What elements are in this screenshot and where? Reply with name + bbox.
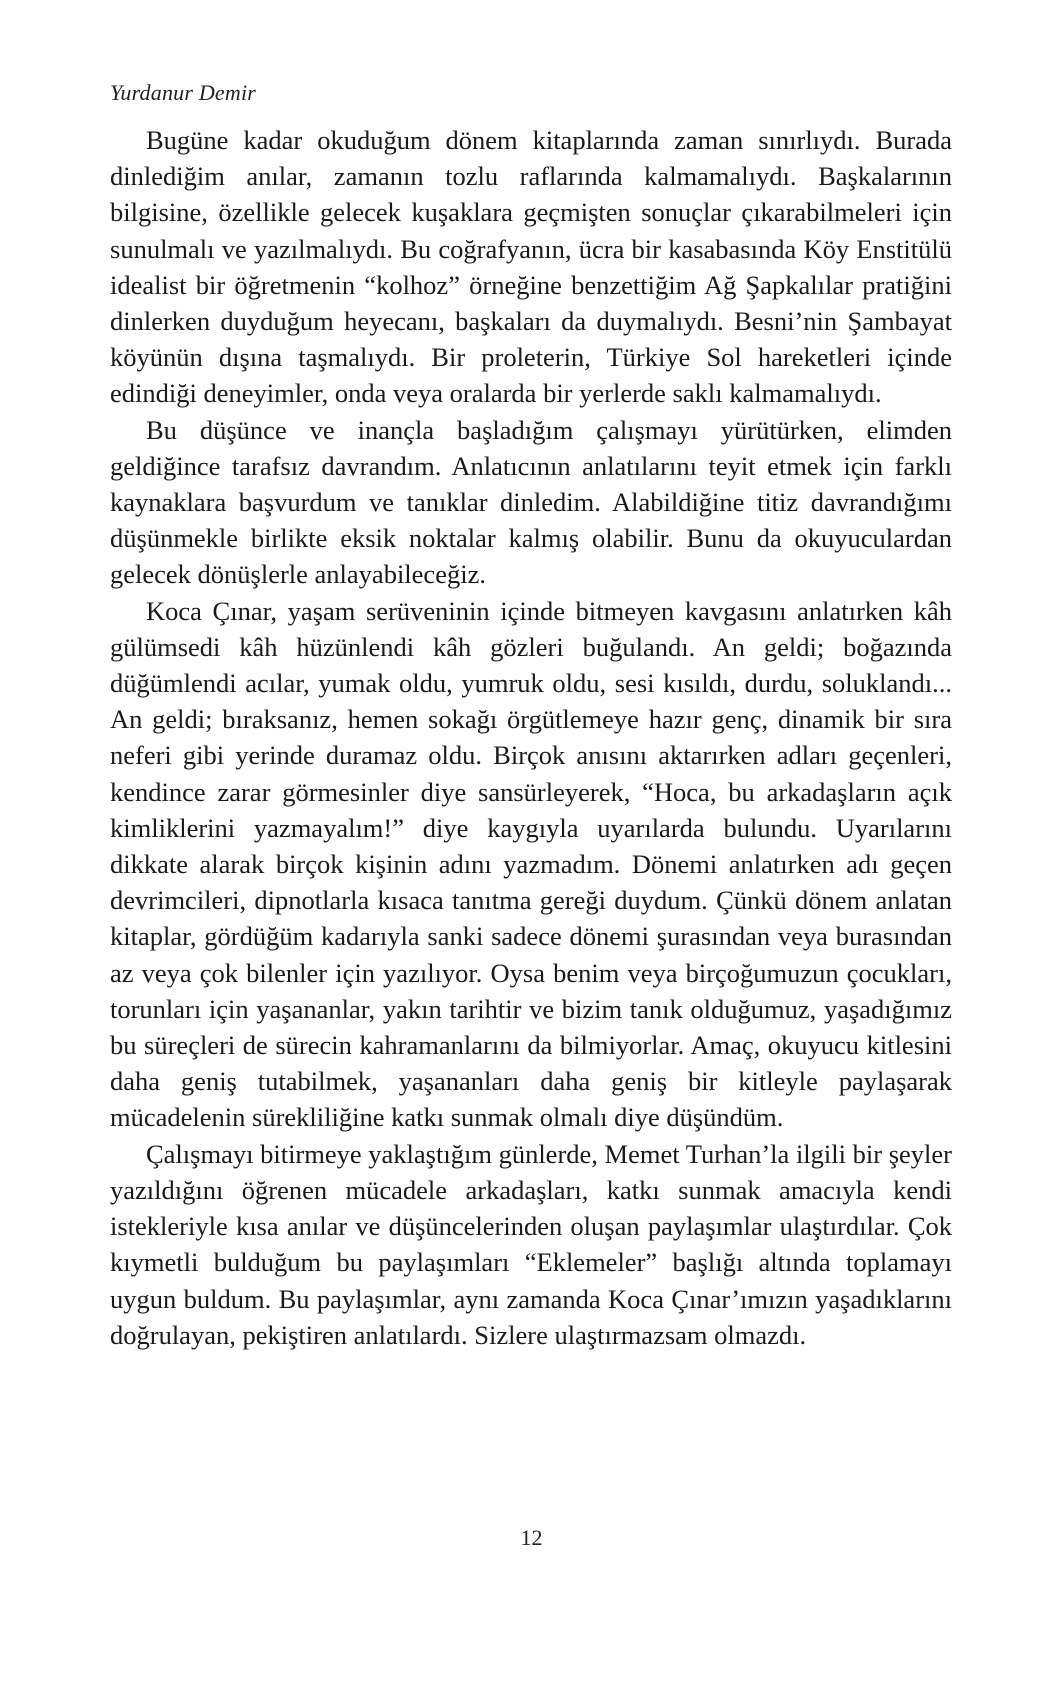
running-head-author: Yurdanur Demir — [110, 80, 257, 105]
page-number: 12 — [520, 1525, 543, 1550]
paragraph: Koca Çınar, yaşam serüveninin içinde bitmeyen kavgasını anlatırken kâh gülümsedi kâh hüzünlendi kâh gözleri buğulandı. An geldi; boğazında düğümlendi acılar, yumak oldu, yumruk oldu, sesi kısıldı, durdu, soluklandı... An geldi; bıraksanız, hemen sokağı örgütlemeye hazır genç, dinamik bir sıra neferi gibi yerinde duramaz oldu. Birçok anısını aktarırken adları geçenleri, kendince zarar görmesinler diye sansürleyerek, “Hoca, bu arkadaşların açık kimliklerini yazmayalım!” diye kaygıyla uyarılarda bulundu. Uyarılarını dikkate alarak birçok kişinin adını yazmadım. Dönemi anlatırken adı geçen devrimcileri, dipnotlarla kısaca tanıtma gereği duydum. Çünkü dönem anlatan kitaplar, gördüğüm kadarıyla sanki sadece dönemi şurasından veya burasından az veya çok bilenler için yazılıyor. Oysa benim veya birçoğumuzun çocukları, torunları için yaşananlar, yakın tarihtir ve bizim tanık olduğumuz, yaşadığımız bu süreçleri de sürecin kahramanlarını da bilmiyorlar. Amaç, okuyucu kitlesini daha geniş tutabilmek, yaşananları daha geniş bir kitleyle paylaşarak mücadelenin sürekliliğine katkı sunmak olmalı diye düşündüm. — [110, 595, 952, 1133]
body-text — [110, 122, 952, 1353]
paragraph: Bu düşünce ve inançla başladığım çalışmayı yürütürken, elimden geldiğince tarafsız davrandım. Anlatıcının anlatılarını teyit etmek için farklı kaynaklara başvurdum ve tanıklar dinledim. Alabildiğine titiz davrandığımı düşünmekle birlikte eksik noktalar kalmış olabilir. Bunu da okuyuculardan gelecek dönüşlerle anlayabileceğiz. — [110, 414, 952, 590]
paragraph: Bugüne kadar okuduğum dönem kitaplarında zaman sınırlıydı. Burada dinlediğim anılar, zamanın tozlu raflarında kalmamalıydı. Başkalarının bilgisine, özellikle gelecek kuşaklara geçmişten sonuçlar çıkarabilmeleri için sunulmalı ve yazılmalıydı. Bu coğrafyanın, ücra bir kasabasında Köy Enstitülü idealist bir öğretmenin “kolhoz” örneğine benzettiğim Ağ Şapkalılar pratiğini dinlerken duyduğum heyecanı, başkaları da duymalıydı. Besni’nin Şambayat köyünün dışına taşmalıydı. Bir proleterin, Türkiye Sol hareketleri içinde edindiği deneyimler, onda veya oralarda bir yerlerde saklı kalmamalıydı. — [110, 125, 952, 409]
paragraph: Çalışmayı bitirmeye yaklaştığım günlerde, Memet Turhan’la ilgili bir şeyler yazıldığını öğrenen mücadele arkadaşları, katkı sunmak amacıyla kendi istekleriyle kısa anılar ve düşüncelerinden oluşan paylaşımlar ulaştırdılar. Çok kıymetli bulduğum bu paylaşımları “Eklemeler” başlığı altında toplamayı uygun buldum. Bu paylaşımlar, aynı zamanda Koca Çınar’ımızın yaşadıklarını doğrulayan, pekiştiren anlatılardı. Sizlere ulaştırmazsam olmazdı. — [110, 1138, 952, 1350]
